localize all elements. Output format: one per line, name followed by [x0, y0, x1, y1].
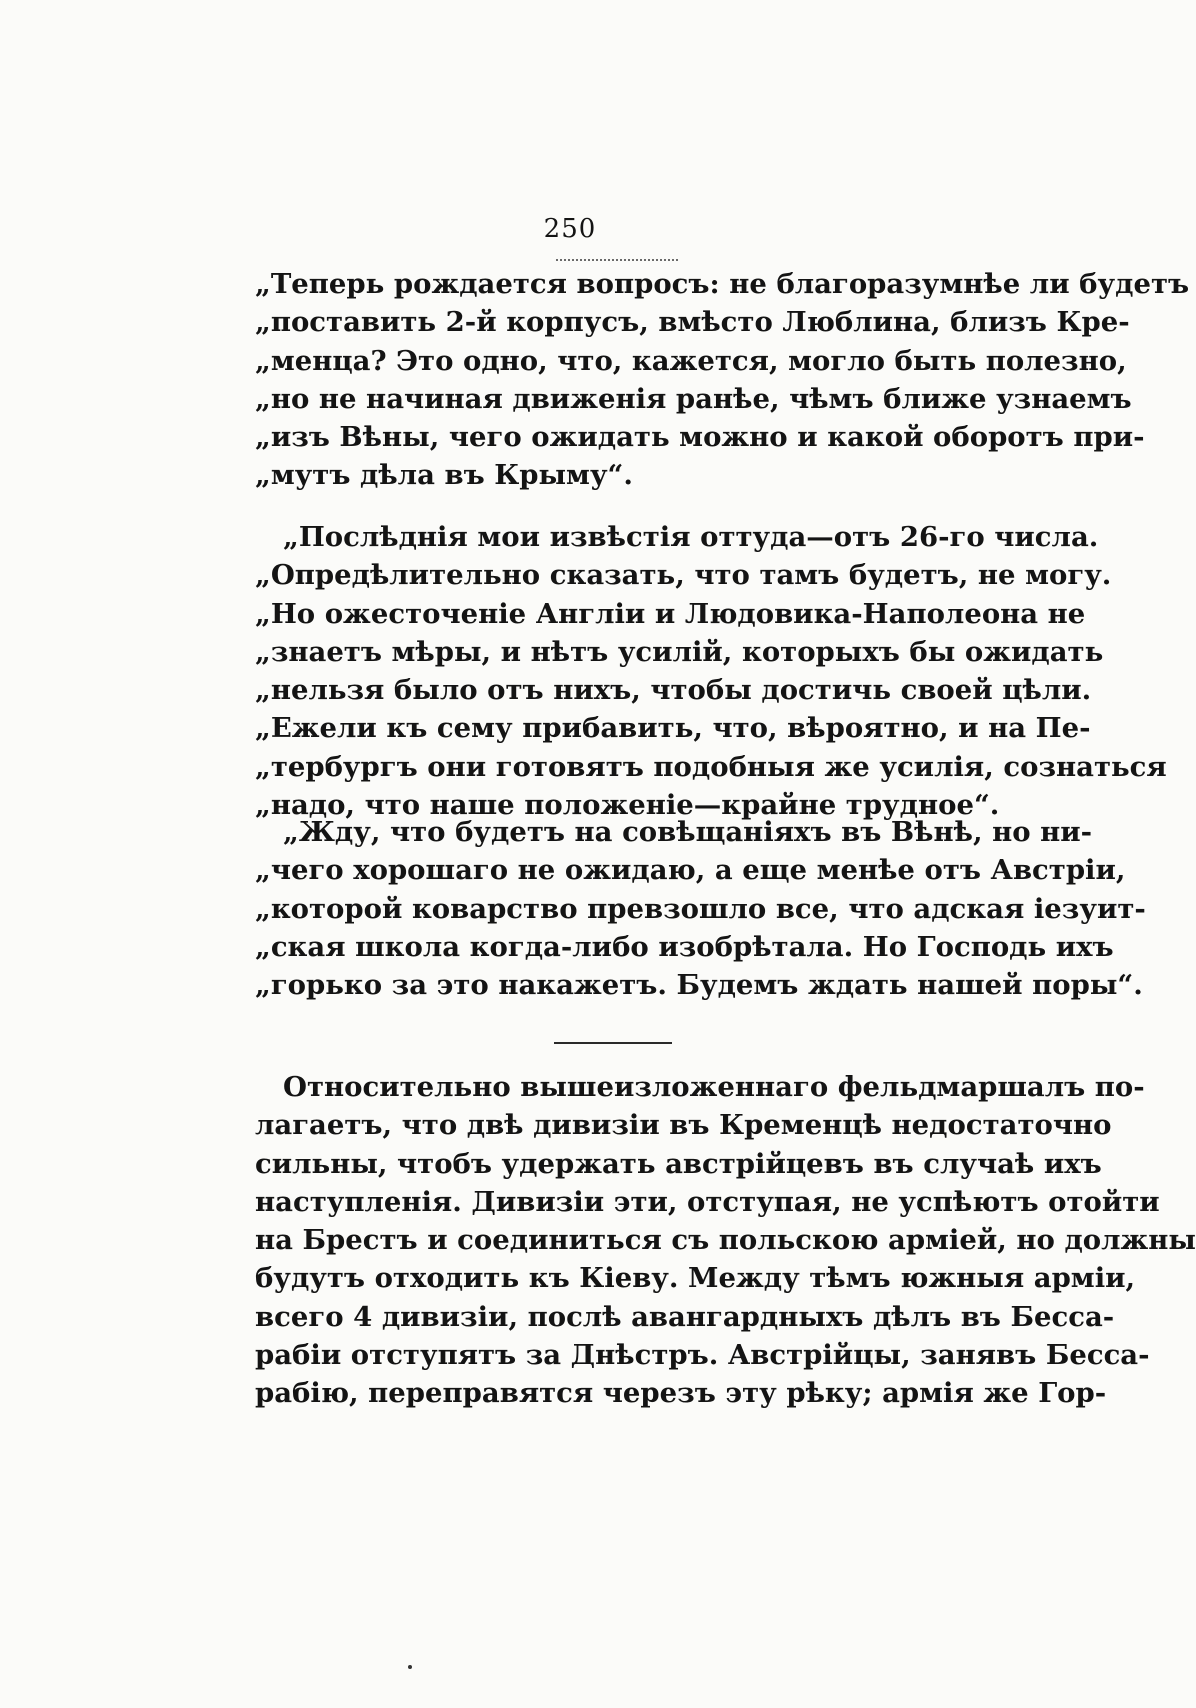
- text-line: „знаетъ мѣры, и нѣтъ усилій, которыхъ бы ожидать: [255, 635, 1104, 668]
- text-line: „Но ожесточеніе Англіи и Людовика-Наполеона не: [255, 597, 1086, 630]
- text-line: „надо, что наше положеніе—крайне трудное“.: [255, 789, 1000, 822]
- text-line: „изъ Вѣны, чего ожидать можно и какой оборотъ при-: [255, 421, 1145, 454]
- text-line: „поставить 2-й корпусъ, вмѣсто Люблина, близъ Кре-: [255, 306, 1130, 339]
- page-number: 250: [543, 214, 597, 244]
- text-line: „Ежели къ сему прибавить, что, вѣроятно, и на Пе-: [255, 712, 1091, 745]
- paragraph-2: [255, 518, 1167, 824]
- text-line: „Теперь рождается вопросъ: не благоразумнѣе ли будетъ: [255, 268, 1190, 300]
- text-line: Относительно вышеизложеннаго фельдмаршалъ по-: [283, 1071, 1145, 1103]
- text-line: „Жду, что будетъ на совѣщаніяхъ въ Вѣнѣ, но ни-: [283, 816, 1093, 848]
- paragraph-3: [255, 813, 1146, 1004]
- text-line: наступленія. Дивизіи эти, отступая, не успѣютъ отойти: [255, 1185, 1160, 1218]
- text-line: всего 4 дивизіи, послѣ авангардныхъ дѣлъ въ Бесса-: [255, 1300, 1115, 1333]
- page-number-underline: [556, 259, 678, 261]
- text-line: „Послѣднія мои извѣстія оттуда—отъ 26-го числа.: [283, 521, 1099, 553]
- text-line: рабіи отступятъ за Днѣстръ. Австрійцы, занявъ Бесса-: [255, 1339, 1150, 1372]
- text-line: „горько за это накажетъ. Будемъ ждать нашей поры“.: [255, 969, 1143, 1002]
- paragraph-1: [255, 265, 1190, 495]
- text-line: „Опредѣлительно сказать, что тамъ будетъ, не могу.: [255, 559, 1112, 592]
- section-separator: [554, 1042, 672, 1044]
- text-line: „но не начиная движенія ранѣе, чѣмъ ближе узнаемъ: [255, 382, 1132, 415]
- text-line: сильны, чтобъ удержать австрійцевъ въ случаѣ ихъ: [255, 1147, 1102, 1180]
- text-line: будутъ отходить къ Кіеву. Между тѣмъ южныя арміи,: [255, 1262, 1136, 1295]
- text-line: „мутъ дѣла въ Крыму“.: [255, 459, 633, 492]
- text-line: рабію, переправятся черезъ эту рѣку; армія же Гор-: [255, 1377, 1107, 1410]
- text-line: „тербургъ они готовятъ подобныя же усилія, сознаться: [255, 750, 1167, 783]
- text-line: „ская школа когда-либо изобрѣтала. Но Господь ихъ: [255, 930, 1114, 963]
- text-line: „которой коварство превзошло все, что адская іезуит-: [255, 892, 1146, 925]
- ink-speck: [408, 1665, 412, 1669]
- text-line: „чего хорошаго не ожидаю, а еще менѣе отъ Австріи,: [255, 854, 1126, 887]
- text-line: на Брестъ и соединиться съ польскою арміей, но должны: [255, 1224, 1196, 1257]
- paragraph-4: [255, 1068, 1196, 1413]
- text-line: „нельзя было отъ нихъ, чтобы достичь своей цѣли.: [255, 674, 1092, 707]
- text-line: „менца? Это одно, что, кажется, могло быть полезно,: [255, 344, 1127, 377]
- text-line: лагаетъ, что двѣ дивизіи въ Кременцѣ недостаточно: [255, 1109, 1112, 1142]
